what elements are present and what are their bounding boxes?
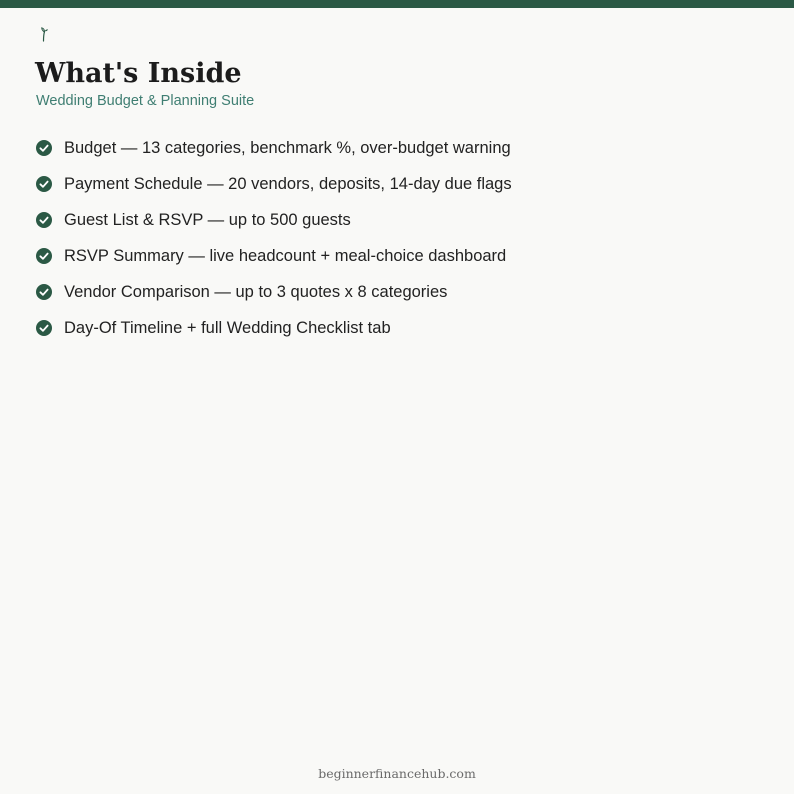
feature-label: RSVP Summary — live headcount + meal-choice dashboard (64, 246, 507, 265)
page-title: What's Inside (35, 58, 242, 89)
check-circle-icon (36, 212, 52, 228)
sprout-icon (38, 26, 50, 42)
feature-label: Day-Of Timeline + full Wedding Checklist tab (64, 318, 391, 337)
feature-item (36, 202, 512, 238)
feature-label: Guest List & RSVP — up to 500 guests (64, 210, 351, 229)
check-circle-icon (36, 176, 52, 192)
feature-label: Budget — 13 categories, benchmark %, over-budget warning (64, 138, 511, 157)
feature-label: Payment Schedule — 20 vendors, deposits, 14-day due flags (64, 174, 512, 193)
feature-item (36, 238, 512, 274)
check-circle-icon (36, 140, 52, 156)
feature-item (36, 130, 512, 166)
feature-item (36, 166, 512, 202)
check-circle-icon (36, 320, 52, 336)
top-accent-bar (0, 0, 794, 8)
feature-label: Vendor Comparison — up to 3 quotes x 8 categories (64, 282, 448, 301)
feature-list (36, 130, 512, 346)
page-subtitle: Wedding Budget & Planning Suite (36, 93, 255, 109)
feature-item (36, 274, 512, 310)
check-circle-icon (36, 248, 52, 264)
footer-url: beginnerfinancehub.com (318, 766, 476, 781)
feature-item (36, 310, 512, 346)
check-circle-icon (36, 284, 52, 300)
